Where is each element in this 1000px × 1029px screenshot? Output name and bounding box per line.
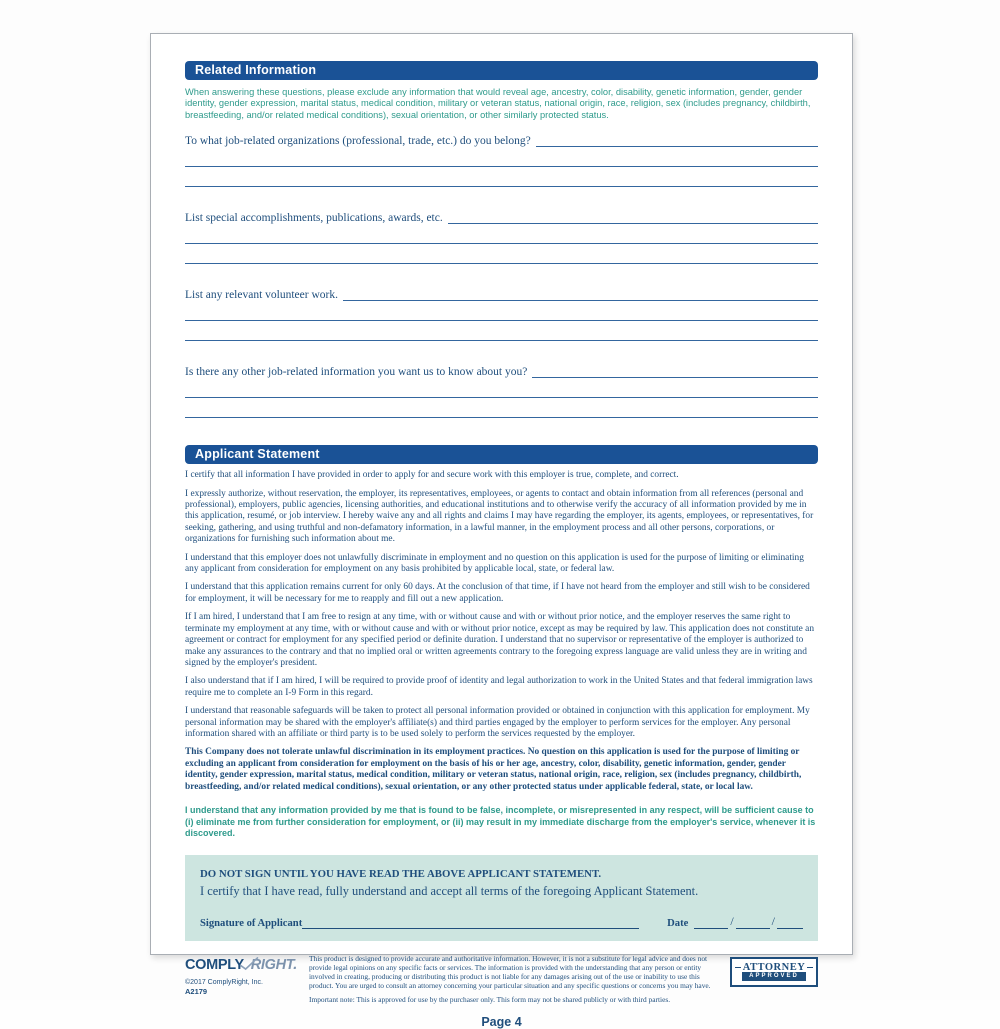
copyright-text: ©2017 ComplyRight, Inc. xyxy=(185,978,263,986)
date-year-field[interactable] xyxy=(777,917,803,929)
signature-of-applicant-label: Signature of Applicant xyxy=(200,917,303,929)
date-month-field[interactable] xyxy=(694,917,728,929)
date-label: Date xyxy=(667,917,689,929)
answer-line[interactable] xyxy=(185,167,818,187)
statement-paragraph: I certify that all information I have provided in order to apply for and secure work with this employer is true, complete, and correct. xyxy=(185,470,679,481)
answer-line[interactable] xyxy=(185,244,818,264)
signature-input-line[interactable] xyxy=(302,917,639,929)
page-footer xyxy=(185,954,818,1004)
disclaimer-text: This product is designed to provide accurate and authoritative information. However, it is not a substitute for legal advice and does not provide legal opinions on any specific facts or services. The information is provided with the understanding that any person or entity involved in creating, producing or distributing this product is not liable for any damages arising out of the use or inability to use this product. You are urged to consult an attorney concerning your particular situation and any specific questions or concerns you may have. xyxy=(309,953,711,990)
statement-paragraph: I understand that this employer does not unlawfully discriminate in employment and no question on this application is used for the purpose of limiting or eliminating any applicant from consideration for employment on any basis prohibited by applicable local, state, or federal law. xyxy=(185,552,804,575)
statement-paragraph: I understand that this application remains current for only 60 days. At the conclusion of that time, if I have not heard from the employer and still wish to be considered for employment, it will be necessary for me to reapply and fill out a new application. xyxy=(185,582,810,604)
answer-line-inline[interactable] xyxy=(343,288,818,301)
form-page xyxy=(150,33,853,1029)
important-note-text: Important note: This is approved for use by the purchaser only. This form may not be shared publicly or with third parties. xyxy=(309,994,671,1004)
badge-approved-text: APPROVED xyxy=(742,972,806,982)
do-not-sign-warning: DO NOT SIGN UNTIL YOU HAVE READ THE ABOVE APPLICANT STATEMENT. xyxy=(200,867,602,880)
statement-paragraph: I also understand that if I am hired, I will be required to provide proof of identity and legal authorization to work in the United States and that federal immigration laws require me to complete an I-9 Form in this regard. xyxy=(185,676,813,698)
answer-line[interactable] xyxy=(185,224,818,244)
question-block xyxy=(185,211,818,264)
question-label: List special accomplishments, publications, awards, etc. xyxy=(185,212,443,225)
statement-paragraph: I expressly authorize, without reservation, the employer, its representatives, employees, or agents to contact and obtain information from all references (personal and professional), employers, public agencies, licensing authorities, and educational institutions and to otherwise verify the accuracy of all information provided by me in this application, resumé, or job interview. I hereby waive any and all rights and claims I may have regarding the employer, its agents, employees, or representatives, for seeking, gathering, and using truthful and non-defamatory information, in a lawful manner, in the employment process and all other persons, corporations, or organizations for furnishing such information about me. xyxy=(185,488,814,545)
date-day-field[interactable] xyxy=(736,917,770,929)
certification-text: I certify that I have read, fully understand and accept all terms of the foregoing Applicant Statement. xyxy=(200,883,699,898)
question-label: To what job-related organizations (professional, trade, etc.) do you belong? xyxy=(185,135,531,148)
statement-paragraph-falsification-warning: I understand that any information provided by me that is found to be false, incomplete, or misrepresented in any respect, will be sufficient cause to (i) eliminate me from further consideration for employment, or (ii) may result in my immediate discharge from the employer's service, whenever it is discovered. xyxy=(185,804,816,839)
section-title: Related Information xyxy=(195,63,317,77)
answer-line-inline[interactable] xyxy=(532,365,818,378)
badge-rule-right xyxy=(807,967,813,968)
answer-line[interactable] xyxy=(185,321,818,341)
badge-attorney-text: ATTORNEY xyxy=(742,961,806,973)
question-label: List any relevant volunteer work. xyxy=(185,289,338,302)
logo-text-right: RIGHT. xyxy=(250,956,297,973)
section-header-applicant-statement xyxy=(185,445,818,464)
answer-line-inline[interactable] xyxy=(448,211,818,224)
form-number: A2179 xyxy=(185,986,208,996)
complyright-logo xyxy=(185,954,297,973)
question-label: Is there any other job-related information you want us to know about you? xyxy=(185,366,528,379)
date-separator: / xyxy=(730,913,734,928)
section-title: Applicant Statement xyxy=(195,447,320,462)
answer-line-inline[interactable] xyxy=(536,134,818,147)
answer-line[interactable] xyxy=(185,398,818,418)
attorney-approved-badge xyxy=(730,954,818,1004)
related-information-instructions: When answering these questions, please exclude any information that would reveal age, ancestry, color, disability, genetic information, gender, gender identity, gender expression, marital status, medical condition, military or veteran status, national origin, race, religion, sex (includes pregnancy, childbirth, breastfeeding, and/or related medical conditions), sexual orientation, or other similarly protected status. xyxy=(185,87,811,120)
signature-section xyxy=(185,855,818,941)
section-header-related-information xyxy=(185,61,818,80)
legal-disclaimer-block xyxy=(297,954,730,1004)
answer-line[interactable] xyxy=(185,147,818,167)
statement-paragraph: If I am hired, I understand that I am free to resign at any time, with or without cause and with or without prior notice, and the employer reserves the same right to terminate my employment at any time, with or without cause and with or without prior notice, except as may be required by law. This application does not constitute an agreement or contract for employment for any specified period or definite duration. I understand that no supervisor or representative of the employer is authorized to make any assurances to the contrary and that no implied oral or written agreements contrary to the foregoing express language are valid unless they are in writing and signed by the employer's president. xyxy=(185,612,815,668)
page-number: Page 4 xyxy=(481,1014,522,1029)
question-block xyxy=(185,365,818,418)
question-block xyxy=(185,288,818,341)
complyright-logo-block xyxy=(185,954,297,1004)
date-separator: / xyxy=(771,913,775,928)
answer-line[interactable] xyxy=(185,378,818,398)
statement-paragraph-nondiscrimination: This Company does not tolerate unlawful discrimination in its employment practices. No question on this application is used for the purpose of limiting or excluding an applicant from consideration for employment on the basis of his or her age, ancestry, color, disability, genetic information, gender, gender identity, gender expression, marital status, medical condition, military or veteran status, national origin, race, religion, sex (includes pregnancy, childbirth, breastfeeding, and/or related medical conditions), sexual orientation, or any other protected status under applicable federal, state, or local law. xyxy=(185,747,802,792)
logo-text-comply: COMPLY xyxy=(185,956,244,973)
checkmark-swoosh-icon xyxy=(238,956,259,971)
answer-line[interactable] xyxy=(185,301,818,321)
statement-paragraph: I understand that reasonable safeguards will be taken to protect all personal information provided or obtained in conjunction with this application for employment. My personal information may be shared with the employer's affiliate(s) and third parties engaged by the employer to perform services for the employer. Any personal information shared with an affiliate or third party is to be used solely to perform the services requested by the employer. xyxy=(185,706,810,739)
question-block xyxy=(185,134,818,187)
